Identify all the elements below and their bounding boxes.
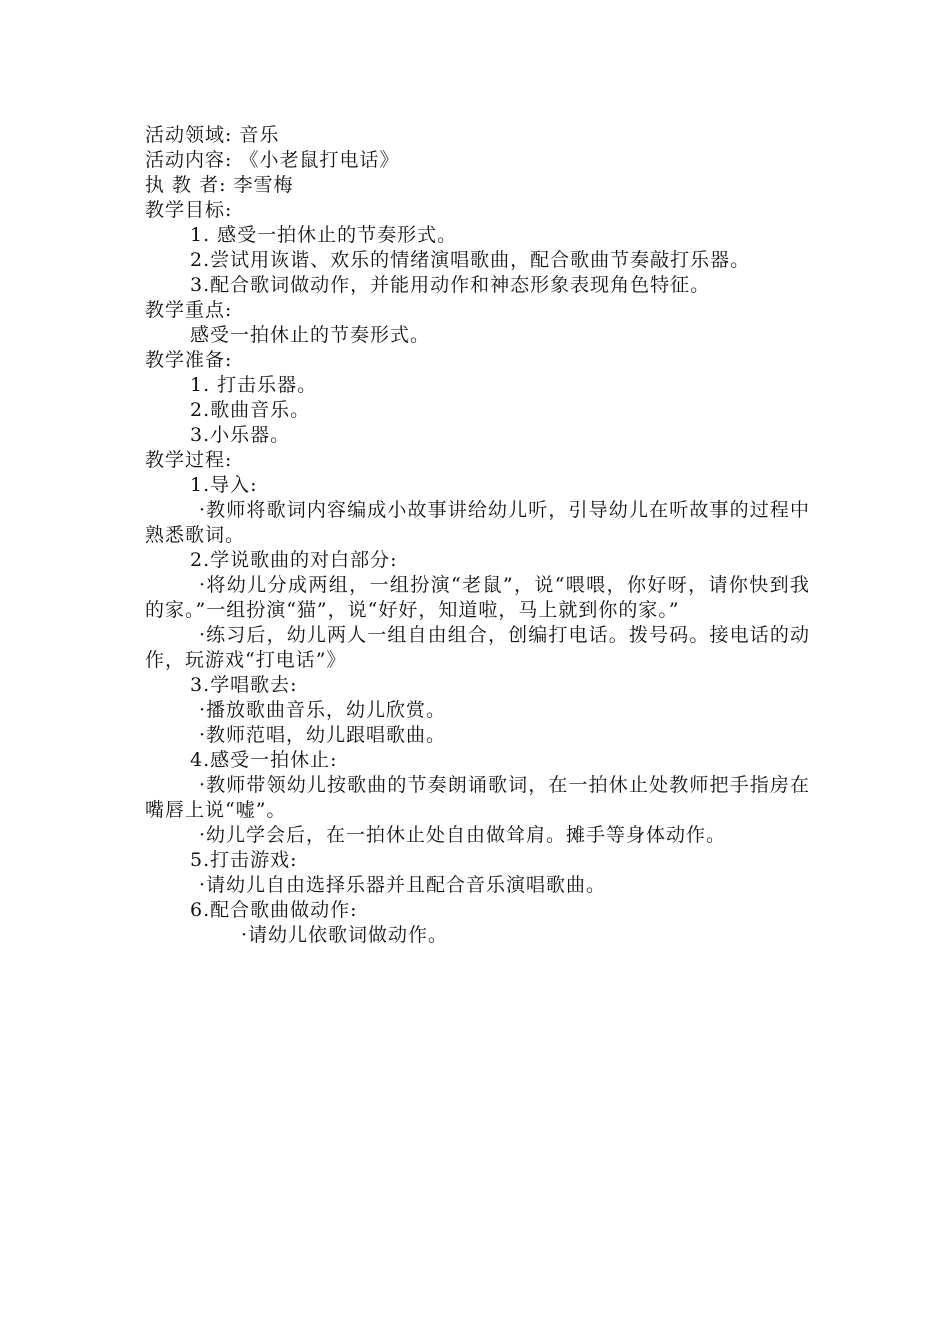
lesson-plan-document xyxy=(145,123,810,948)
step-bullet: ·播放歌曲音乐，幼儿欣赏。 xyxy=(199,699,447,721)
step-bullet: ·练习后，幼儿两人一组自由组合，创编打电话。拨号码。接电话的动作，玩游戏“打电话”》 xyxy=(145,624,810,671)
step-title: 1.导入: xyxy=(190,474,258,496)
step-bullet: ·幼儿学会后，在一拍休止处自由做耸肩。摊手等身体动作。 xyxy=(199,824,727,846)
step-bullet: ·请幼儿依歌词做动作。 xyxy=(241,924,449,946)
step-title: 3.学唱歌去: xyxy=(190,674,298,696)
activity-domain-line xyxy=(145,123,810,148)
prep-heading: 教学准备: xyxy=(145,349,233,371)
prep-item: 2.歌曲音乐。 xyxy=(190,399,311,421)
step-title: 5.打击游戏: xyxy=(190,849,298,871)
activity-content-line xyxy=(145,148,810,173)
prep-item: 1. 打击乐器。 xyxy=(190,374,318,396)
activity-domain-label: 活动领域: xyxy=(145,124,233,146)
step-title: 4.感受一拍休止: xyxy=(190,749,338,771)
step-bullet: ·将幼儿分成两组，一组扮演“老鼠”，说“喂喂，你好呀，请你快到我的家。”一组扮演“猫”，说“好好，知道啦，马上就到你的家。” xyxy=(145,574,810,621)
teacher-label: 执 教 者: xyxy=(145,174,227,196)
prep-item: 3.小乐器。 xyxy=(190,424,291,446)
step-bullet: ·教师范唱，幼儿跟唱歌曲。 xyxy=(199,724,447,746)
goal-item: 2.尝试用诙谐、欢乐的情绪演唱歌曲，配合歌曲节奏敲打乐器。 xyxy=(190,249,751,271)
goal-item: 1. 感受一拍休止的节奏形式。 xyxy=(190,224,458,246)
step-bullet: ·教师将歌词内容编成小故事讲给幼儿听，引导幼儿在听故事的过程中熟悉歌词。 xyxy=(145,499,810,546)
activity-domain-value: 音乐 xyxy=(239,124,280,146)
step-title: 6.配合歌曲做动作: xyxy=(190,899,358,921)
step-title: 2.学说歌曲的对白部分: xyxy=(190,549,398,571)
activity-content-label: 活动内容: xyxy=(145,149,233,171)
activity-content-value: 《小老鼠打电话》 xyxy=(239,149,400,171)
goals-heading: 教学目标: xyxy=(145,199,233,221)
teacher-line xyxy=(145,173,810,198)
goal-item: 3.配合歌词做动作，并能用动作和神态形象表现角色特征。 xyxy=(190,274,711,296)
step-bullet: ·请幼儿自由选择乐器并且配合音乐演唱歌曲。 xyxy=(199,874,607,896)
focus-heading: 教学重点: xyxy=(145,299,233,321)
process-heading: 教学过程: xyxy=(145,449,233,471)
teacher-value: 李雪梅 xyxy=(233,174,294,196)
focus-text: 感受一拍休止的节奏形式。 xyxy=(190,324,431,346)
step-bullet: ·教师带领幼儿按歌曲的节奏朗诵歌词，在一拍休止处教师把手指房在嘴唇上说“嘘”。 xyxy=(145,774,810,821)
